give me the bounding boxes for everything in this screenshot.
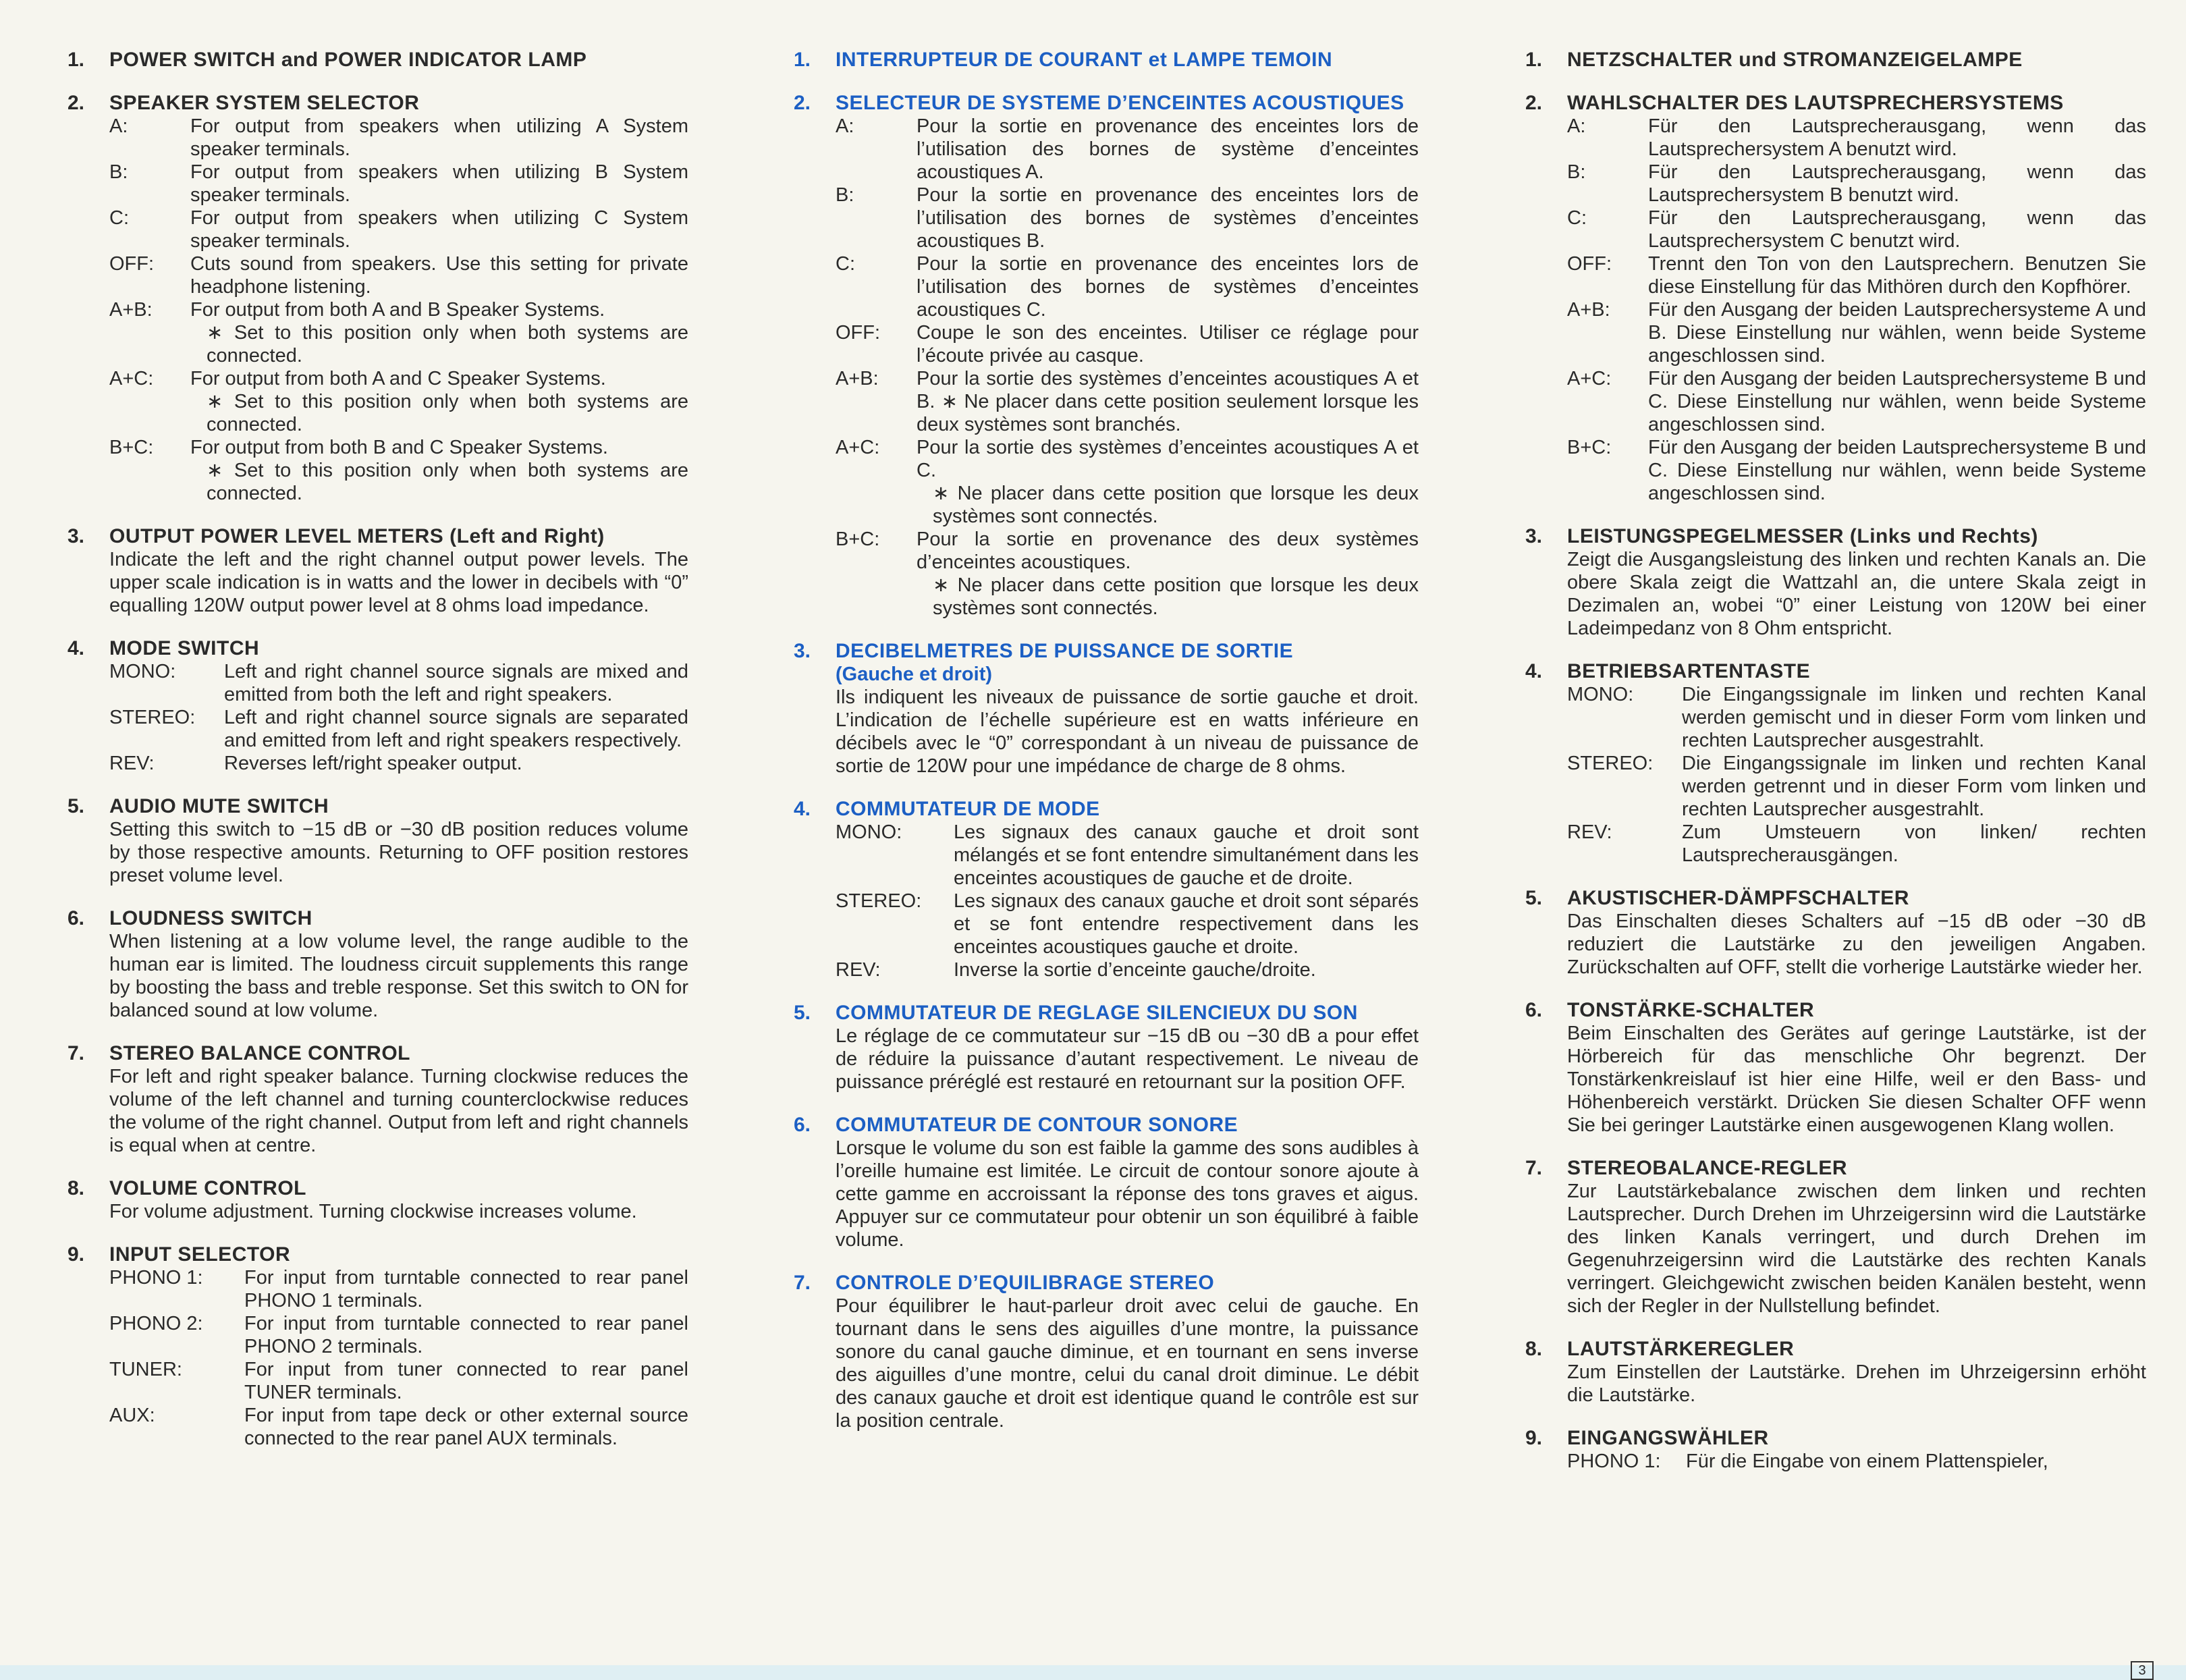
- item-text: For output from both A and B Speaker Systems.: [190, 299, 605, 321]
- item-text: For output from speakers when utilizing B System speaker terminals.: [190, 161, 688, 206]
- item-text: Pour la sortie en provenance des enceintes lors de l’utilisation des bornes de système d’enceintes acoustiques A.: [917, 115, 1419, 183]
- item-note: ∗ Set to this position only when both systems are connected.: [207, 460, 688, 504]
- section-text: Ils indiquent les niveaux de puissance de sortie gauche et droit. L’indication de l’échelle supérieure est en watts inférieure en décibels avec le “0” correspondant à un niveau de puissance de sortie de 120W pour une impédance de charge de 8 ohms.: [836, 686, 1419, 777]
- section-number: 5.: [67, 795, 85, 817]
- item-label: A+C:: [109, 368, 154, 389]
- section-number: 6.: [67, 907, 85, 929]
- fr-section-7: [794, 1272, 1419, 1432]
- list-item: [109, 207, 688, 252]
- item-label: A+C:: [1567, 368, 1612, 389]
- section-text: Zeigt die Ausgangsleistung des linken und rechten Kanals an. Die obere Skala zeigt die Wattzahl an, die untere Skala zeigt in Dezimalen an, wobei “0” einer Leistung von 120W bei einer Ladeimpedanz von 8 Ohm entspricht.: [1567, 549, 2146, 639]
- section-number: 8.: [67, 1177, 85, 1199]
- list-item: [1567, 367, 2146, 436]
- item-label: A+B:: [1567, 299, 1610, 321]
- item-text: Für den Lautsprecherausgang, wenn das Lautsprechersystem C benutzt wird.: [1648, 207, 2146, 252]
- section-text: When listening at a low volume level, the range audible to the human ear is limited. The loudness circuit supplements this range by boosting the bass and treble response. Set this switch to ON for balanced sound at low volume.: [109, 931, 688, 1021]
- section-title: COMMUTATEUR DE CONTOUR SONORE: [836, 1114, 1238, 1136]
- bottom-band: [0, 1665, 2186, 1680]
- en-section-9: [67, 1243, 688, 1450]
- list-item: [1567, 821, 2146, 867]
- item-label: A+C:: [836, 437, 880, 458]
- list-item: [1567, 683, 2146, 752]
- item-text: Pour la sortie des systèmes d’enceintes acoustiques A et C.: [917, 437, 1419, 481]
- item-text: Pour la sortie des systèmes d’enceintes acoustiques A et B. ∗ Ne placer dans cette position seulement lorsque les deux systèmes sont branchés.: [917, 368, 1419, 435]
- list-item: [109, 706, 688, 752]
- section-number: 5.: [1525, 887, 1543, 909]
- section-title: LOUDNESS SWITCH: [109, 907, 312, 929]
- section-number: 2.: [1525, 92, 1543, 114]
- section-number: 9.: [1525, 1427, 1543, 1449]
- item-label: PHONO 1:: [109, 1267, 203, 1289]
- list-item: [836, 821, 1419, 890]
- item-label: OFF:: [109, 253, 155, 275]
- item-label: C:: [836, 253, 855, 275]
- section-title: NETZSCHALTER und STROMANZEIGELAMPE: [1567, 49, 2023, 71]
- list-item: [1567, 252, 2146, 298]
- section-number: 7.: [1525, 1157, 1543, 1179]
- list-item: [109, 752, 688, 775]
- list-item: [1567, 436, 2146, 505]
- item-label: TUNER:: [109, 1359, 182, 1380]
- item-label: PHONO 1:: [1567, 1451, 1661, 1472]
- section-title: MODE SWITCH: [109, 637, 260, 659]
- item-label: MONO:: [836, 821, 902, 843]
- section-title: AKUSTISCHER-DÄMPFSCHALTER: [1567, 887, 1909, 909]
- de-section-7: [1525, 1157, 2146, 1318]
- item-label: STEREO:: [836, 890, 922, 912]
- list-item: [836, 184, 1419, 252]
- section-title: BETRIEBSARTENTASTE: [1567, 660, 1811, 682]
- item-label: B:: [836, 184, 854, 206]
- item-text: For input from tape deck or other external source connected to the rear panel AUX terminals.: [244, 1405, 688, 1449]
- section-text: For left and right speaker balance. Turning clockwise reduces the volume of the left channel and turning counterclockwise reduces the volume of the right channel. Output from left and right channels is equal when at centre.: [109, 1066, 688, 1156]
- list-item: [109, 1358, 688, 1404]
- de-section-3: [1525, 525, 2146, 640]
- item-text: Für den Lautsprecherausgang, wenn das Lautsprechersystem B benutzt wird.: [1648, 161, 2146, 206]
- list-item: [109, 1266, 688, 1312]
- item-text: For output from both B and C Speaker Systems.: [190, 437, 608, 458]
- fr-section-3: [794, 640, 1419, 778]
- section-text: For volume adjustment. Turning clockwise increases volume.: [109, 1201, 637, 1222]
- item-text: Die Eingangssignale im linken und rechten Kanal werden gemischt und in dieser Form vom linken und rechten Lautsprecher ausgestrahlt.: [1682, 684, 2146, 751]
- item-text: Reverses left/right speaker output.: [224, 753, 522, 774]
- list-item: [1567, 207, 2146, 252]
- item-label: A+B:: [836, 368, 879, 389]
- item-label: REV:: [1567, 821, 1612, 843]
- item-label: OFF:: [836, 322, 881, 344]
- section-title: INPUT SELECTOR: [109, 1243, 291, 1266]
- item-label: MONO:: [1567, 684, 1634, 705]
- item-label: REV:: [109, 753, 155, 774]
- fr-section-2: [794, 92, 1419, 620]
- section-number: 6.: [1525, 999, 1543, 1021]
- section-number: 4.: [794, 798, 811, 820]
- section-text: Beim Einschalten des Gerätes auf geringe Lautstärke, ist der Hörbereich für das menschliche Ohr begrenzt. Der Tonstärkenkreislauf ist hier eine Hilfe, weil er den Bass- und Höhenbereich verstärkt. Drücken Sie diesen Schalter OFF wenn Sie bei geringer Lautstärke einen ausgewogenen Klang wollen.: [1567, 1023, 2146, 1136]
- section-title: POWER SWITCH and POWER INDICATOR LAMP: [109, 49, 587, 71]
- item-label: STEREO:: [1567, 753, 1654, 774]
- item-label: A+B:: [109, 299, 153, 321]
- list-item: [109, 367, 688, 436]
- section-title: AUDIO MUTE SWITCH: [109, 795, 329, 817]
- section-text: Le réglage de ce commutateur sur −15 dB ou −30 dB a pour effet de réduire la puissance d’autant respectivement. Le niveau de puissance préréglé est restauré en retournant sur la position OFF.: [836, 1025, 1419, 1093]
- section-number: 3.: [67, 525, 85, 547]
- item-note: ∗ Set to this position only when both systems are connected.: [207, 322, 688, 367]
- item-text: Für den Ausgang der beiden Lautsprechersysteme A und B. Diese Einstellung nur wählen, wenn beide Systeme angeschlossen sind.: [1648, 299, 2146, 367]
- item-text: Pour la sortie en provenance des enceintes lors de l’utilisation des bornes de systèmes d’enceintes acoustiques C.: [917, 253, 1419, 321]
- section-text: Zur Lautstärkebalance zwischen dem linken und rechten Lautsprecher. Durch Drehen im Uhrzeigersinn wird die Lautstärke des linken Kanals verringert, und durch Drehen im Gegenuhrzeigersinn wird die Lautstärke des rechten Kanals verringert. Gleichgewicht zwischen beiden Kanälen besteht, wenn sich der Regler in der Nullstellung befindet.: [1567, 1181, 2146, 1317]
- item-label: B+C:: [836, 529, 880, 550]
- english-column: [67, 49, 688, 1470]
- item-label: B+C:: [109, 437, 154, 458]
- list-item: [836, 528, 1419, 620]
- section-number: 6.: [794, 1114, 811, 1136]
- item-text: For input from tuner connected to rear panel TUNER terminals.: [244, 1359, 688, 1403]
- list-item: [109, 1312, 688, 1358]
- section-title: WAHLSCHALTER DES LAUTSPRECHERSYSTEMS: [1567, 92, 2064, 114]
- section-number: 1.: [794, 49, 811, 71]
- item-text: Les signaux des canaux gauche et droit sont séparés et se font entendre respectivement dans les enceintes acoustiques gauche et droite.: [954, 890, 1419, 958]
- section-number: 3.: [1525, 525, 1543, 547]
- item-label: REV:: [836, 959, 881, 981]
- list-item: [836, 958, 1419, 981]
- en-section-6: [67, 907, 688, 1022]
- german-column: [1525, 49, 2146, 1493]
- section-title: DECIBELMETRES DE PUISSANCE DE SORTIE: [836, 640, 1294, 662]
- section-number: 7.: [67, 1042, 85, 1064]
- en-section-1: [67, 49, 688, 72]
- item-label: A:: [1567, 115, 1586, 137]
- item-text: Coupe le son des enceintes. Utiliser ce réglage pour l’écoute privée au casque.: [917, 322, 1419, 367]
- section-text: Lorsque le volume du son est faible la gamme des sons audibles à l’oreille humaine est limitée. Le circuit de contour sonore ajoute à cette gamme en accroissant la réponse des tons graves et aigus. Appuyer sur ce commutateur pour obtenir un son équilibré à faible volume.: [836, 1137, 1419, 1251]
- de-section-9: [1525, 1427, 2146, 1473]
- section-number: 2.: [67, 92, 85, 114]
- list-item: [109, 298, 688, 367]
- section-title: INTERRUPTEUR DE COURANT et LAMPE TEMOIN: [836, 49, 1333, 71]
- section-number: 1.: [1525, 49, 1543, 71]
- french-column: [794, 49, 1419, 1453]
- item-text: Pour la sortie en provenance des deux systèmes d’enceintes acoustiques.: [917, 529, 1419, 573]
- item-label: OFF:: [1567, 253, 1612, 275]
- de-section-2: [1525, 92, 2146, 505]
- en-section-5: [67, 795, 688, 887]
- section-number: 9.: [67, 1243, 85, 1266]
- de-section-1: [1525, 49, 2146, 72]
- item-label: C:: [1567, 207, 1587, 229]
- list-item: [836, 115, 1419, 184]
- fr-section-6: [794, 1114, 1419, 1251]
- list-item: [109, 1404, 688, 1450]
- list-item: [109, 436, 688, 505]
- en-section-2: [67, 92, 688, 505]
- item-text: Für den Lautsprecherausgang, wenn das Lautsprechersystem A benutzt wird.: [1648, 115, 2146, 160]
- section-number: 4.: [67, 637, 85, 659]
- de-section-5: [1525, 887, 2146, 979]
- list-item: [109, 161, 688, 207]
- item-label: B:: [109, 161, 128, 183]
- section-subtitle: (Gauche et droit): [836, 663, 993, 685]
- section-number: 1.: [67, 49, 85, 71]
- section-title: LAUTSTÄRKEREGLER: [1567, 1338, 1795, 1360]
- section-title: LEISTUNGSPEGELMESSER (Links und Rechts): [1567, 525, 2038, 547]
- section-text: Pour équilibrer le haut-parleur droit avec celui de gauche. En tournant dans le sens des aiguilles d’une montre, la puissance sonore du canal gauche diminue, et en tournant en sens inverse des aiguilles d’une montre, celui du canal droit diminue. Le débit des canaux gauche et droit est identique quand le contrôle est sur la position centrale.: [836, 1295, 1419, 1432]
- list-item: [109, 252, 688, 298]
- list-item: [1567, 298, 2146, 367]
- item-note: ∗ Ne placer dans cette position que lorsque les deux systèmes sont connectés.: [933, 483, 1419, 527]
- item-text: Für den Ausgang der beiden Lautsprechersysteme B und C. Diese Einstellung nur wählen, wenn beide Systeme angeschlossen sind.: [1648, 437, 2146, 504]
- section-title: TONSTÄRKE-SCHALTER: [1567, 999, 1815, 1021]
- item-label: MONO:: [109, 661, 176, 682]
- en-section-3: [67, 525, 688, 617]
- de-section-8: [1525, 1338, 2146, 1407]
- fr-section-5: [794, 1002, 1419, 1093]
- item-text: For output from speakers when utilizing A System speaker terminals.: [190, 115, 688, 160]
- section-title: SELECTEUR DE SYSTEME D’ENCEINTES ACOUSTIQUES: [836, 92, 1404, 114]
- item-note: ∗ Ne placer dans cette position que lorsque les deux systèmes sont connectés.: [933, 574, 1419, 619]
- section-title: COMMUTATEUR DE REGLAGE SILENCIEUX DU SON: [836, 1002, 1358, 1024]
- item-text: Inverse la sortie d’enceinte gauche/droite.: [954, 959, 1316, 981]
- item-text: For input from turntable connected to rear panel PHONO 1 terminals.: [244, 1267, 688, 1311]
- list-item: [1567, 161, 2146, 207]
- item-label: A:: [836, 115, 854, 137]
- item-label: STEREO:: [109, 707, 196, 728]
- section-title: COMMUTATEUR DE MODE: [836, 798, 1100, 820]
- section-text: Zum Einstellen der Lautstärke. Drehen im Uhrzeigersinn erhöht die Lautstärke.: [1567, 1361, 2146, 1406]
- section-text: Das Einschalten dieses Schalters auf −15 dB oder −30 dB reduziert die Lautstärke zu den jeweiligen Angaben. Zurückschalten auf OFF, stellt die vorherige Lautstärke wieder her.: [1567, 911, 2146, 978]
- section-title: CONTROLE D’EQUILIBRAGE STEREO: [836, 1272, 1215, 1294]
- item-label: B+C:: [1567, 437, 1612, 458]
- item-text: Für den Ausgang der beiden Lautsprechersysteme B und C. Diese Einstellung nur wählen, wenn beide Systeme angeschlossen sind.: [1648, 368, 2146, 435]
- section-number: 4.: [1525, 660, 1543, 682]
- section-title: STEREO BALANCE CONTROL: [109, 1042, 410, 1064]
- list-item: [1567, 115, 2146, 161]
- section-text: Setting this switch to −15 dB or −30 dB position reduces volume by those respective amounts. Returning to OFF position restores preset volume level.: [109, 819, 688, 886]
- section-title: STEREOBALANCE-REGLER: [1567, 1157, 1848, 1179]
- item-text: For output from both A and C Speaker Systems.: [190, 368, 606, 389]
- item-text: Trennt den Ton von den Lautsprechern. Benutzen Sie diese Einstellung für das Mithören durch den Kopfhörer.: [1648, 253, 2146, 298]
- item-text: Left and right channel source signals are mixed and emitted from both the left and right speakers.: [224, 661, 688, 705]
- item-label: C:: [109, 207, 129, 229]
- section-title: EINGANGSWÄHLER: [1567, 1427, 1769, 1449]
- item-text: Für die Eingabe von einem Plattenspieler,: [1686, 1451, 2048, 1472]
- item-text: Zum Umsteuern von linken/ rechten Lautsprecherausgängen.: [1682, 821, 2146, 866]
- page-number: 3: [2131, 1661, 2154, 1680]
- en-section-4: [67, 637, 688, 775]
- section-number: 8.: [1525, 1338, 1543, 1360]
- list-item: [109, 660, 688, 706]
- section-number: 3.: [794, 640, 811, 662]
- de-section-6: [1525, 999, 2146, 1137]
- item-label: B:: [1567, 161, 1586, 183]
- list-item: [836, 436, 1419, 528]
- en-section-7: [67, 1042, 688, 1157]
- list-item: [836, 367, 1419, 436]
- item-label: A:: [109, 115, 128, 137]
- section-text: Indicate the left and the right channel output power levels. The upper scale indication is in watts and the lower in decibels with “0” equalling 120W output power level at 8 ohms load impedance.: [109, 549, 688, 616]
- list-item: [836, 252, 1419, 321]
- list-item: [836, 321, 1419, 367]
- section-title: OUTPUT POWER LEVEL METERS (Left and Right): [109, 525, 605, 547]
- de-section-4: [1525, 660, 2146, 867]
- item-text: Les signaux des canaux gauche et droit sont mélangés et se font entendre simultanément dans les enceintes acoustiques de gauche et de droite.: [954, 821, 1419, 889]
- item-text: Left and right channel source signals are separated and emitted from left and right speakers respectively.: [224, 707, 688, 751]
- item-text: For input from turntable connected to rear panel PHONO 2 terminals.: [244, 1313, 688, 1357]
- list-item: [109, 115, 688, 161]
- list-item: [836, 890, 1419, 958]
- section-number: 2.: [794, 92, 811, 114]
- item-text: For output from speakers when utilizing C System speaker terminals.: [190, 207, 688, 252]
- list-item: [1567, 1450, 2146, 1473]
- item-label: PHONO 2:: [109, 1313, 203, 1334]
- list-item: [1567, 752, 2146, 821]
- section-title: SPEAKER SYSTEM SELECTOR: [109, 92, 420, 114]
- item-text: Pour la sortie en provenance des enceintes lors de l’utilisation des bornes de systèmes d’enceintes acoustiques B.: [917, 184, 1419, 252]
- item-text: Cuts sound from speakers. Use this setting for private headphone listening.: [190, 253, 688, 298]
- item-note: ∗ Set to this position only when both systems are connected.: [207, 391, 688, 435]
- section-title: VOLUME CONTROL: [109, 1177, 306, 1199]
- section-number: 7.: [794, 1272, 811, 1294]
- en-section-8: [67, 1177, 688, 1223]
- fr-section-1: [794, 49, 1419, 72]
- fr-section-4: [794, 798, 1419, 981]
- section-number: 5.: [794, 1002, 811, 1024]
- item-label: AUX:: [109, 1405, 155, 1426]
- item-text: Die Eingangssignale im linken und rechten Kanal werden getrennt und in dieser Form vom linken und rechten Lautsprecher ausgestrahlt.: [1682, 753, 2146, 820]
